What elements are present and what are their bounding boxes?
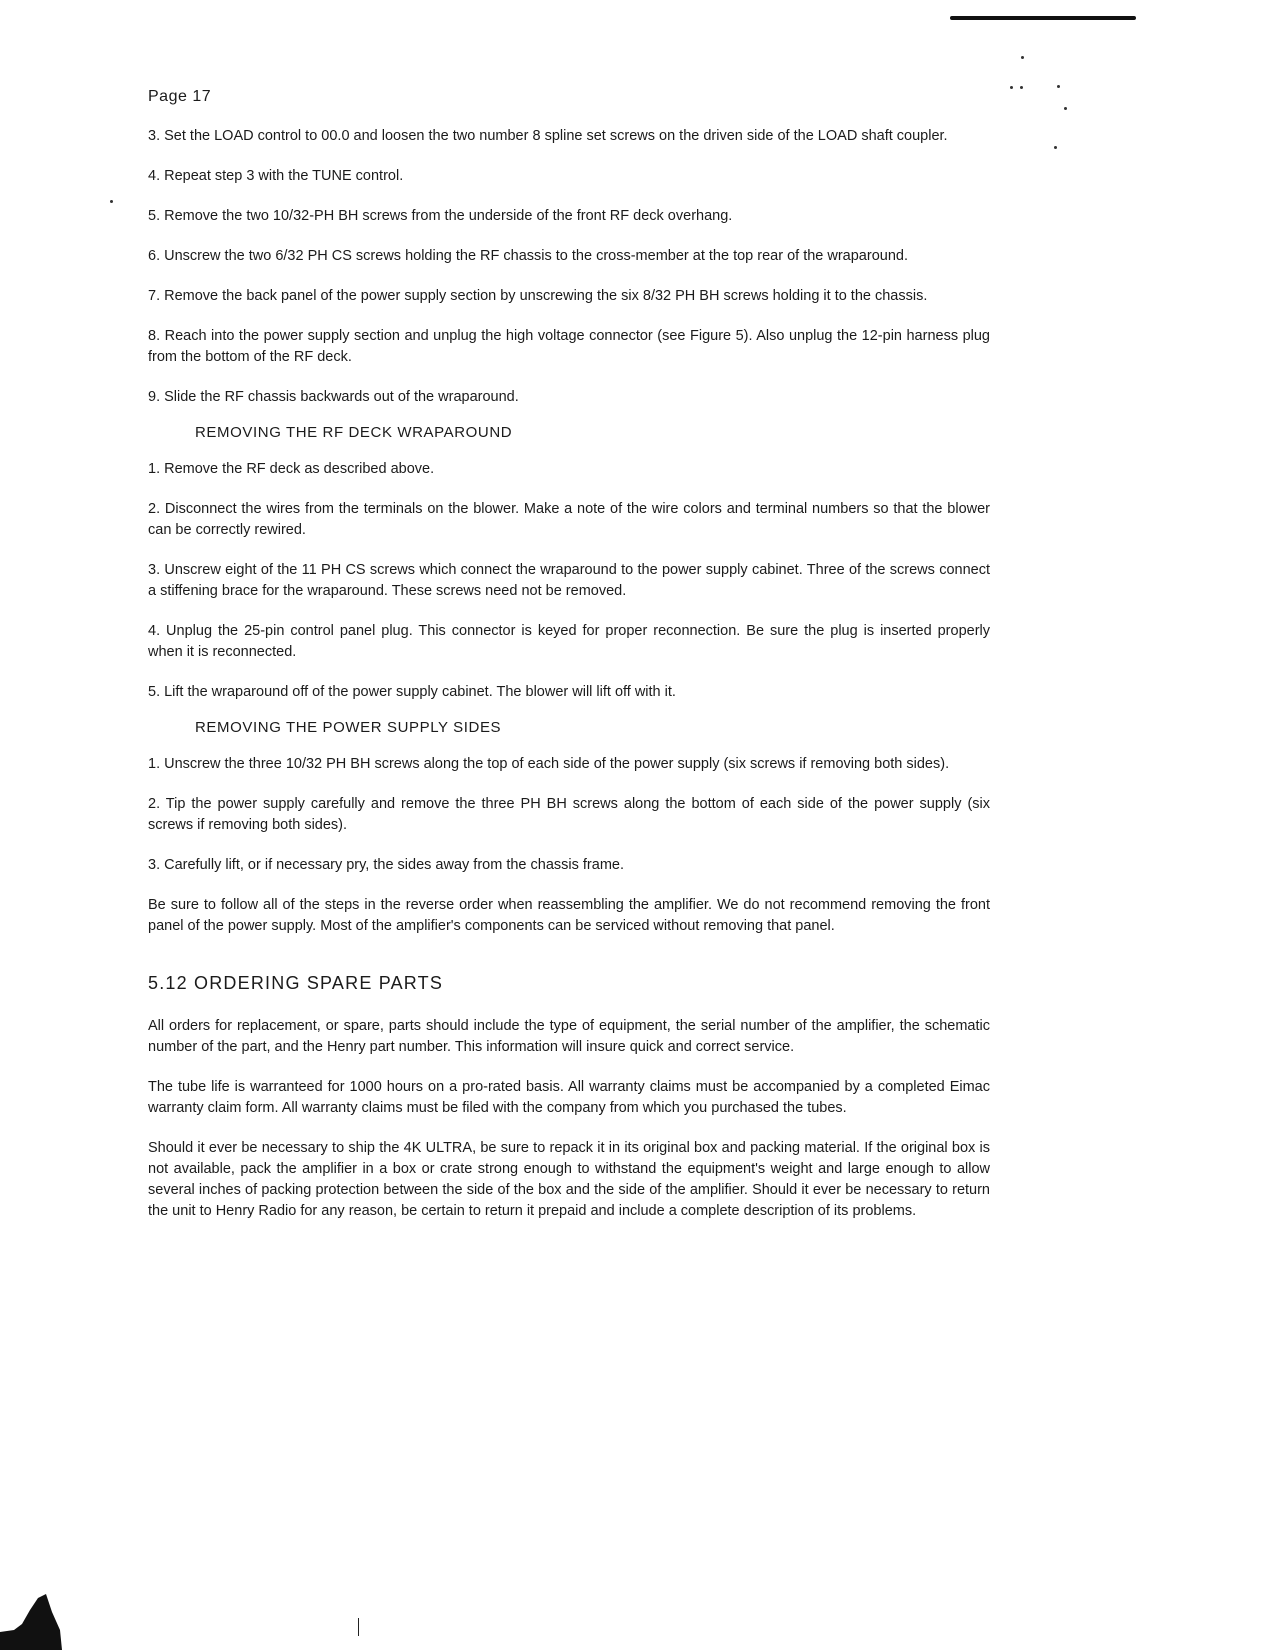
power-supply-sides-heading: REMOVING THE POWER SUPPLY SIDES — [195, 719, 502, 736]
spare-parts-heading: 5.12 ORDERING SPARE PARTS — [148, 973, 444, 993]
step-paragraph: 4. Repeat step 3 with the TUNE control. — [148, 168, 404, 184]
body-paragraph: Should it ever be necessary to ship the 4K ULTRA, be sure to repack it in its original box and packing material. If the original box is not available, pack the amplifier in a box or crate strong enough to withstand the equipment's weight and large enough to allow several inches of packing protection between the side of the box and the side of the amplifier. Should it ever be necessary to return the unit to Henry Radio for any reason, be certain to return it prepaid and include a complete description of its problems. — [148, 1140, 990, 1219]
step-paragraph: 4. Unplug the 25-pin control panel plug. This connector is keyed for proper reconnection. Be sure the plug is inserted properly when it is reconnected. — [148, 623, 990, 660]
body-paragraph: The tube life is warranteed for 1000 hours on a pro-rated basis. All warranty claims must be accompanied by a completed Eimac warranty claim form. All warranty claims must be filed with the company from which you purchased the tubes. — [148, 1079, 990, 1116]
scan-speck — [1020, 86, 1023, 89]
step-paragraph: 5. Lift the wraparound off of the power supply cabinet. The blower will lift off with it. — [148, 684, 676, 700]
top-scan-rule — [950, 16, 1136, 20]
step-paragraph: 5. Remove the two 10/32-PH BH screws from the underside of the front RF deck overhang. — [148, 208, 733, 224]
scan-speck — [110, 200, 113, 203]
scan-corner-mark — [0, 1590, 62, 1650]
wraparound-heading: REMOVING THE RF DECK WRAPAROUND — [195, 424, 513, 441]
step-paragraph: 2. Disconnect the wires from the terminals on the blower. Make a note of the wire colors and terminal numbers so that the blower can be correctly rewired. — [148, 501, 990, 538]
spare-parts-section — [148, 973, 990, 1222]
step-paragraph: 8. Reach into the power supply section and unplug the high voltage connector (see Figure 5). Also unplug the 12-pin harness plug from the bottom of the RF deck. — [148, 328, 990, 365]
wraparound-section — [148, 424, 990, 703]
scan-speck — [1010, 86, 1013, 89]
step-paragraph: 6. Unscrew the two 6/32 PH CS screws holding the RF chassis to the cross-member at the top rear of the wraparound. — [148, 248, 908, 264]
step-paragraph: 7. Remove the back panel of the power supply section by unscrewing the six 8/32 PH BH screws holding it to the chassis. — [148, 288, 928, 304]
power-supply-sides-section — [148, 719, 990, 937]
step-paragraph: 3. Unscrew eight of the 11 PH CS screws which connect the wraparound to the power supply cabinet. Three of the screws connect a stiffening brace for the wraparound. These screws need not be removed. — [148, 562, 990, 599]
closing-note: Be sure to follow all of the steps in the reverse order when reassembling the amplifier. We do not recommend removing the front panel of the power supply. Most of the amplifier's components can be serviced without removing that panel. — [148, 897, 990, 934]
step-paragraph: 2. Tip the power supply carefully and remove the three PH BH screws along the bottom of each side of the power supply (six screws if removing both sides). — [148, 796, 990, 833]
scan-speck — [1057, 85, 1060, 88]
page-number: Page 17 — [148, 88, 212, 105]
step-paragraph: 9. Slide the RF chassis backwards out of the wraparound. — [148, 389, 519, 405]
scan-speck — [1054, 146, 1057, 149]
rf-deck-removal-steps — [148, 126, 990, 408]
scan-speck — [1021, 56, 1024, 59]
scan-speck — [1064, 107, 1067, 110]
step-paragraph: 3. Carefully lift, or if necessary pry, the sides away from the chassis frame. — [148, 857, 624, 873]
manual-page — [148, 88, 990, 1241]
body-paragraph: All orders for replacement, or spare, parts should include the type of equipment, the serial number of the amplifier, the schematic number of the part, and the Henry part number. This information will insure quick and correct service. — [148, 1018, 990, 1055]
step-paragraph: 1. Remove the RF deck as described above. — [148, 461, 435, 477]
step-paragraph: 1. Unscrew the three 10/32 PH BH screws along the top of each side of the power supply (six screws if removing both sides). — [148, 756, 950, 772]
scan-tick-mark — [358, 1618, 359, 1636]
step-paragraph: 3. Set the LOAD control to 00.0 and loosen the two number 8 spline set screws on the driven side of the LOAD shaft coupler. — [148, 128, 948, 144]
